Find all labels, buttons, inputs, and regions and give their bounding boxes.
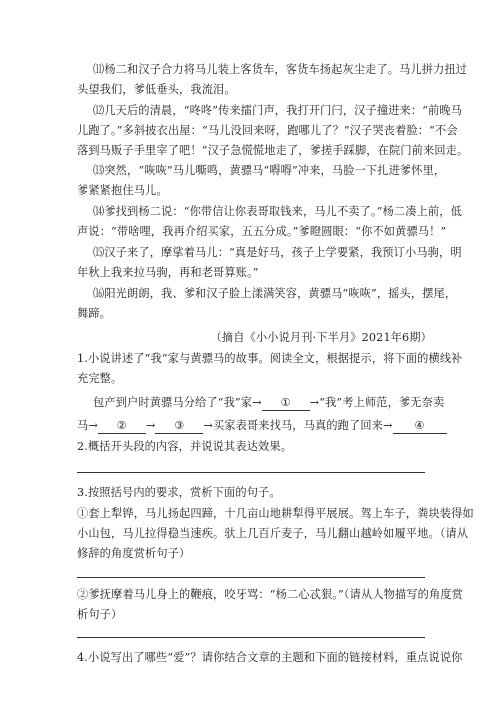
- arrow-icon: →: [145, 419, 156, 432]
- story-paragraph-13-line-2: 爹紧紧抱住马儿。: [77, 184, 168, 197]
- answer-line-q2[interactable]: [77, 472, 425, 473]
- fill-text-1a: 包产到户时黄骠马分给了“我”家: [93, 396, 253, 409]
- question-1-prompt-line-1: 1.小说讲述了“我”家与黄骠马的故事。阅读全文，根据提示，将下面的横线补: [77, 352, 463, 365]
- answer-blank-2[interactable]: ②: [98, 419, 146, 434]
- question-3-item-1-line-3: 修辞的角度赏析句子）: [77, 547, 191, 560]
- arrow-icon: →: [203, 419, 213, 432]
- question-2-prompt: 2.概括开头段的内容，并说说其表达效果。: [77, 440, 293, 453]
- question-3-item-2-line-1: ②爹抚摩着马儿身上的鞭痕，咬牙骂：“杨二心忒狠。”（请从人物描写的角度赏: [77, 588, 464, 601]
- question-1-prompt-line-2: 充完整。: [77, 372, 123, 385]
- source-citation: （摘自《小小说月刊·下半月》2021年6期）: [210, 331, 432, 344]
- question-1-fill-line-1: [93, 396, 444, 411]
- question-3-item-1-line-1: ①套上犁铧，马儿扬起四蹄，十几亩山地耕犁得平展展。驾上车子，粪块装得如: [77, 507, 474, 520]
- story-paragraph-12-line-2: 儿跑了。”多斜披衣出屋：“马儿没回来呀，跑哪儿了？”汉子哭丧着脸：“不会: [77, 124, 458, 137]
- answer-line-q3-2[interactable]: [77, 637, 425, 638]
- fill-text-2b: 买家表哥来找马，马真的跑了回来: [212, 419, 384, 432]
- answer-blank-4[interactable]: ④: [393, 419, 447, 434]
- story-paragraph-14-line-1: ⒁爹找到杨二说：“你带信让你表哥取钱来，马儿不卖了。”杨二凑上前，低: [93, 205, 462, 218]
- story-paragraph-14-line-2: 声说：“带啥哩，我再介绍买家，五五分成。”爹瞪圆眼：“你不如黄骠马！”: [77, 225, 447, 238]
- story-paragraph-12-line-1: ⑿几天后的清晨，“咚咚”传来擂门声，我打开门闩，汉子撞进来：“前晚马: [93, 104, 463, 117]
- story-paragraph-11-line-1: ⑾杨二和汉子合力将马儿装上客货车，客货车扬起灰尘走了。马儿拼力扭过: [93, 63, 468, 76]
- story-paragraph-13-line-1: ⒀突然，“咴咴”马儿嘶鸣，黄骠马“嘚嘚”冲来，马脸一下扎进爹怀里，: [93, 164, 446, 177]
- answer-blank-3[interactable]: ③: [155, 419, 203, 434]
- question-3-item-1-line-2: 小山包，马儿拉得稳当速疾。驮上几百斤麦子，马儿翻山越岭如履平地。（请从: [77, 527, 469, 540]
- question-4-prompt: 4.小说写出了哪些“爱”？请你结合文章的主题和下面的链接材料，重点说说你: [77, 651, 463, 664]
- arrow-icon: →: [252, 396, 262, 409]
- arrow-icon: →: [383, 419, 393, 432]
- fill-text-2a: 马: [77, 419, 89, 432]
- fill-text-1b: “我”考上师范，爹无奈卖: [319, 396, 445, 409]
- story-paragraph-15-line-1: ⒂汉子来了，摩挲着马儿：“真是好马，孩子上学要紧，我预订小马驹，明: [93, 246, 462, 259]
- story-paragraph-11-line-2: 头望我们，爹低垂头，我流泪。: [77, 83, 236, 96]
- story-paragraph-12-line-3: 落到马贩子手里宰了吧！”汉子急慌慌地走了，爹搓手踩脚，在院门前来回走。: [77, 144, 469, 157]
- answer-blank-1[interactable]: ①: [262, 396, 310, 411]
- question-1-fill-line-2: [77, 419, 447, 434]
- arrow-icon: →: [309, 396, 320, 409]
- question-3-prompt: 3.按照括号内的要求，赏析下面的句子。: [77, 486, 281, 499]
- story-paragraph-15-line-2: 年秋上我来拉马驹，再和老哥算账。”: [77, 266, 259, 279]
- answer-line-q3-1[interactable]: [77, 577, 425, 578]
- story-paragraph-16-line-1: ⒃阳光朗朗，我、爹和汉子脸上漾满笑容，黄骠马“咴咴”，摇头，摆尾，: [93, 287, 457, 300]
- question-3-item-2-line-2: 析句子）: [77, 608, 123, 621]
- arrow-icon: →: [88, 419, 98, 432]
- story-paragraph-16-line-2: 舞蹄。: [77, 307, 112, 320]
